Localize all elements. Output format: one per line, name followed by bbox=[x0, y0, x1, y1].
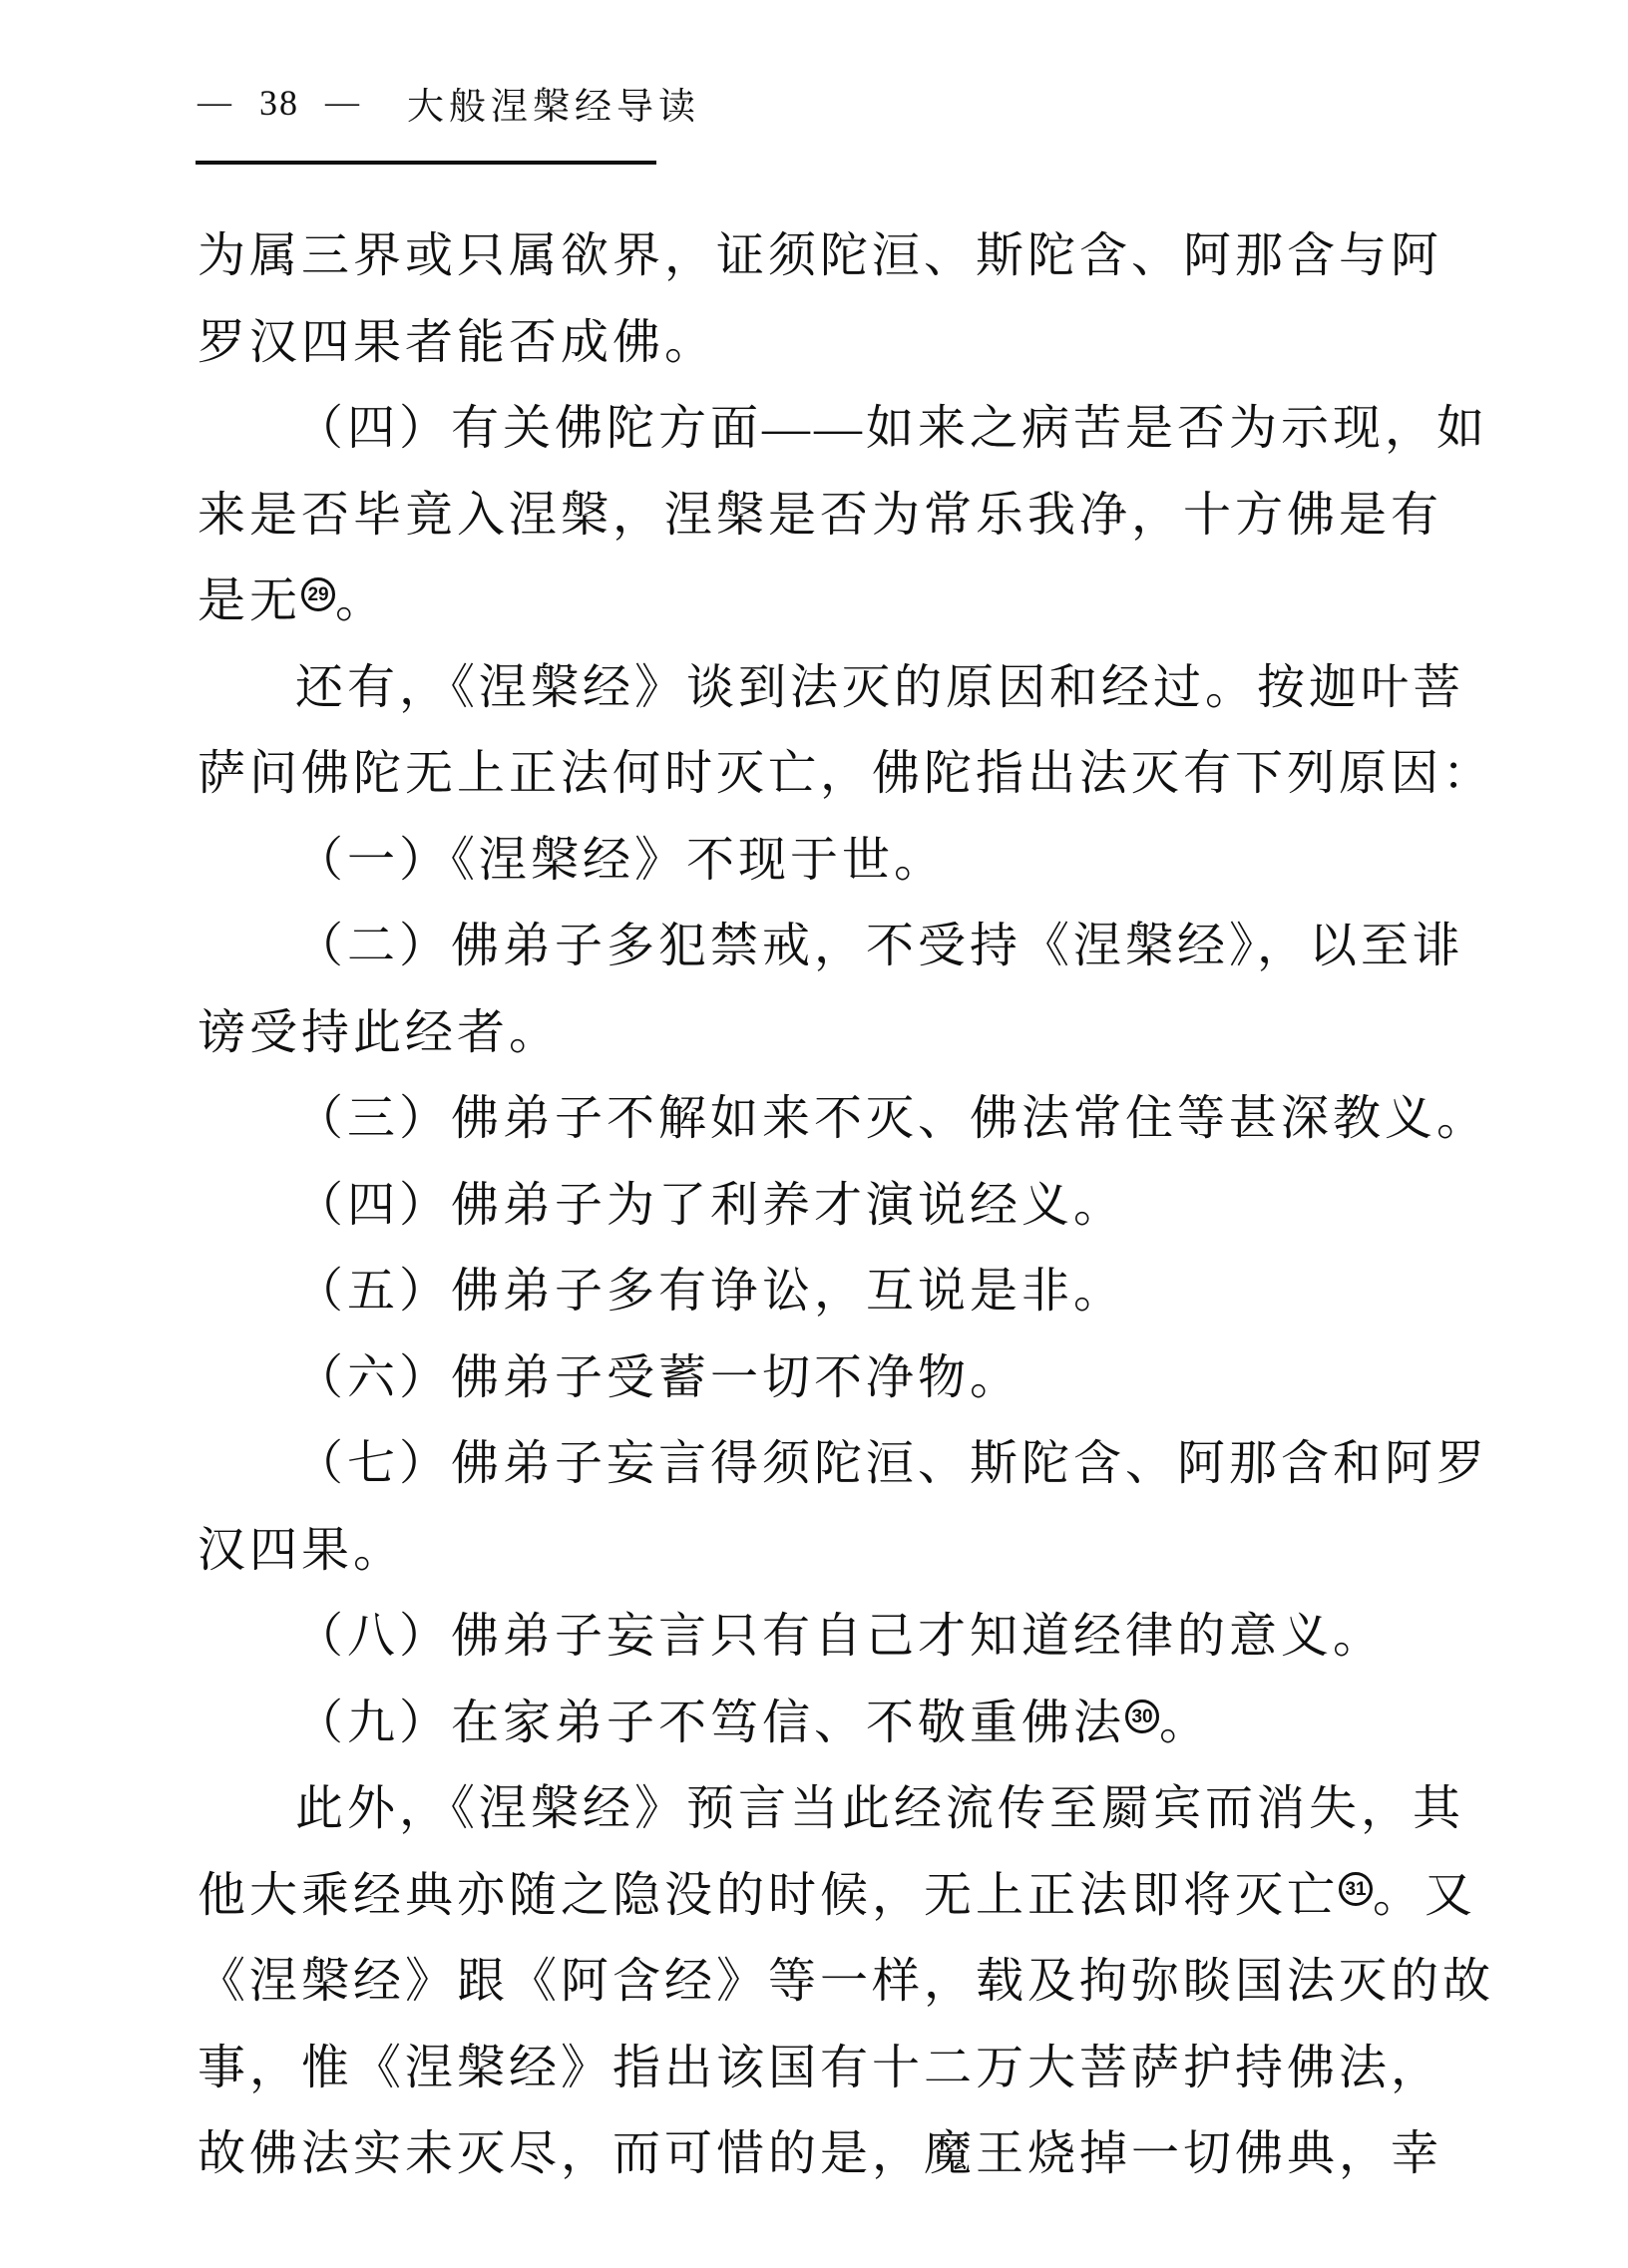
text-line bbox=[198, 645, 1496, 732]
text-line bbox=[198, 1249, 1496, 1335]
text-line bbox=[198, 559, 1496, 645]
text-run: 。又 bbox=[1373, 1868, 1477, 1922]
text-run: 谤受持此经者。 bbox=[198, 1005, 562, 1059]
text-line bbox=[198, 1508, 1496, 1595]
footnote-marker: 30 bbox=[1125, 1700, 1159, 1733]
page-number: 38 bbox=[259, 83, 299, 123]
text-run: 罗汉四果者能否成佛。 bbox=[198, 315, 717, 369]
book-title: 大般涅槃经导读 bbox=[407, 87, 700, 128]
text-run: （四）佛弟子为了利养才演说经义。 bbox=[295, 1178, 1126, 1232]
text-run: （六）佛弟子受蓄一切不净物。 bbox=[295, 1350, 1022, 1404]
text-run: 萨问佛陀无上正法何时灭亡，佛陀指出法灭有下列原因： bbox=[198, 747, 1495, 800]
text-run: 他大乘经典亦随之隐没的时候，无上正法即将灭亡 bbox=[198, 1868, 1340, 1922]
text-run: 来是否毕竟入涅槃，涅槃是否为常乐我净，十方佛是有 bbox=[198, 488, 1443, 542]
running-head bbox=[198, 76, 700, 130]
text-line bbox=[198, 990, 1496, 1077]
text-run: 是无 bbox=[198, 574, 302, 627]
text-line bbox=[198, 1939, 1496, 2026]
text-run: （八）佛弟子妄言只有自己才知道经律的意义。 bbox=[295, 1610, 1386, 1663]
text-line bbox=[198, 731, 1496, 818]
text-line bbox=[198, 1766, 1496, 1853]
text-line bbox=[198, 904, 1496, 990]
text-run: （九）在家弟子不笃信、不敬重佛法 bbox=[295, 1696, 1126, 1749]
text-run: 为属三界或只属欲界，证须陀洹、斯陀含、阿那含与阿 bbox=[198, 229, 1443, 282]
text-line bbox=[198, 2111, 1496, 2198]
text-run: 还有，《涅槃经》谈到法灭的原因和经过。按迦叶菩 bbox=[295, 660, 1465, 714]
text-line bbox=[198, 1335, 1496, 1422]
text-line bbox=[198, 2026, 1496, 2112]
text-line bbox=[198, 818, 1496, 905]
header-rule bbox=[196, 161, 656, 165]
body-text bbox=[198, 213, 1496, 2198]
text-run: 故佛法实未灭尽，而可惜的是，魔王烧掉一切佛典，幸 bbox=[198, 2127, 1443, 2180]
text-run: 此外，《涅槃经》预言当此经流传至罽宾而消失，其 bbox=[295, 1782, 1465, 1835]
text-line bbox=[198, 1421, 1496, 1508]
text-run: 。 bbox=[335, 574, 388, 627]
text-run: （一）《涅槃经》不现于世。 bbox=[295, 833, 947, 887]
text-run: 汉四果。 bbox=[198, 1523, 406, 1577]
text-run: （五）佛弟子多有诤讼，互说是非。 bbox=[295, 1265, 1126, 1318]
text-line bbox=[198, 386, 1496, 473]
text-run: （二）佛弟子多犯禁戒，不受持《涅槃经》，以至诽 bbox=[295, 920, 1465, 972]
text-line bbox=[198, 1163, 1496, 1250]
text-run: 。 bbox=[1159, 1696, 1212, 1749]
text-run: 《涅槃经》跟《阿含经》等一样，载及拘弥睒国法灭的故 bbox=[198, 1955, 1495, 2008]
text-line bbox=[198, 1681, 1496, 1767]
text-line bbox=[198, 473, 1496, 560]
text-run: 事，惟《涅槃经》指出该国有十二万大菩萨护持佛法， bbox=[198, 2041, 1443, 2094]
header-dash-right: — bbox=[325, 84, 361, 121]
text-line bbox=[198, 1594, 1496, 1681]
header-dash-left: — bbox=[198, 84, 233, 121]
text-line bbox=[198, 1853, 1496, 1940]
footnote-marker: 29 bbox=[301, 577, 335, 611]
text-run: （三）佛弟子不解如来不灭、佛法常住等甚深教义。 bbox=[295, 1092, 1489, 1145]
text-line bbox=[198, 1076, 1496, 1163]
text-run: （七）佛弟子妄言得须陀洹、斯陀含、阿那含和阿罗 bbox=[295, 1437, 1489, 1490]
text-run: （四）有关佛陀方面——如来之病苦是否为示现，如 bbox=[295, 402, 1489, 455]
footnote-marker: 31 bbox=[1339, 1872, 1373, 1906]
text-line bbox=[198, 300, 1496, 387]
text-line bbox=[198, 213, 1496, 300]
